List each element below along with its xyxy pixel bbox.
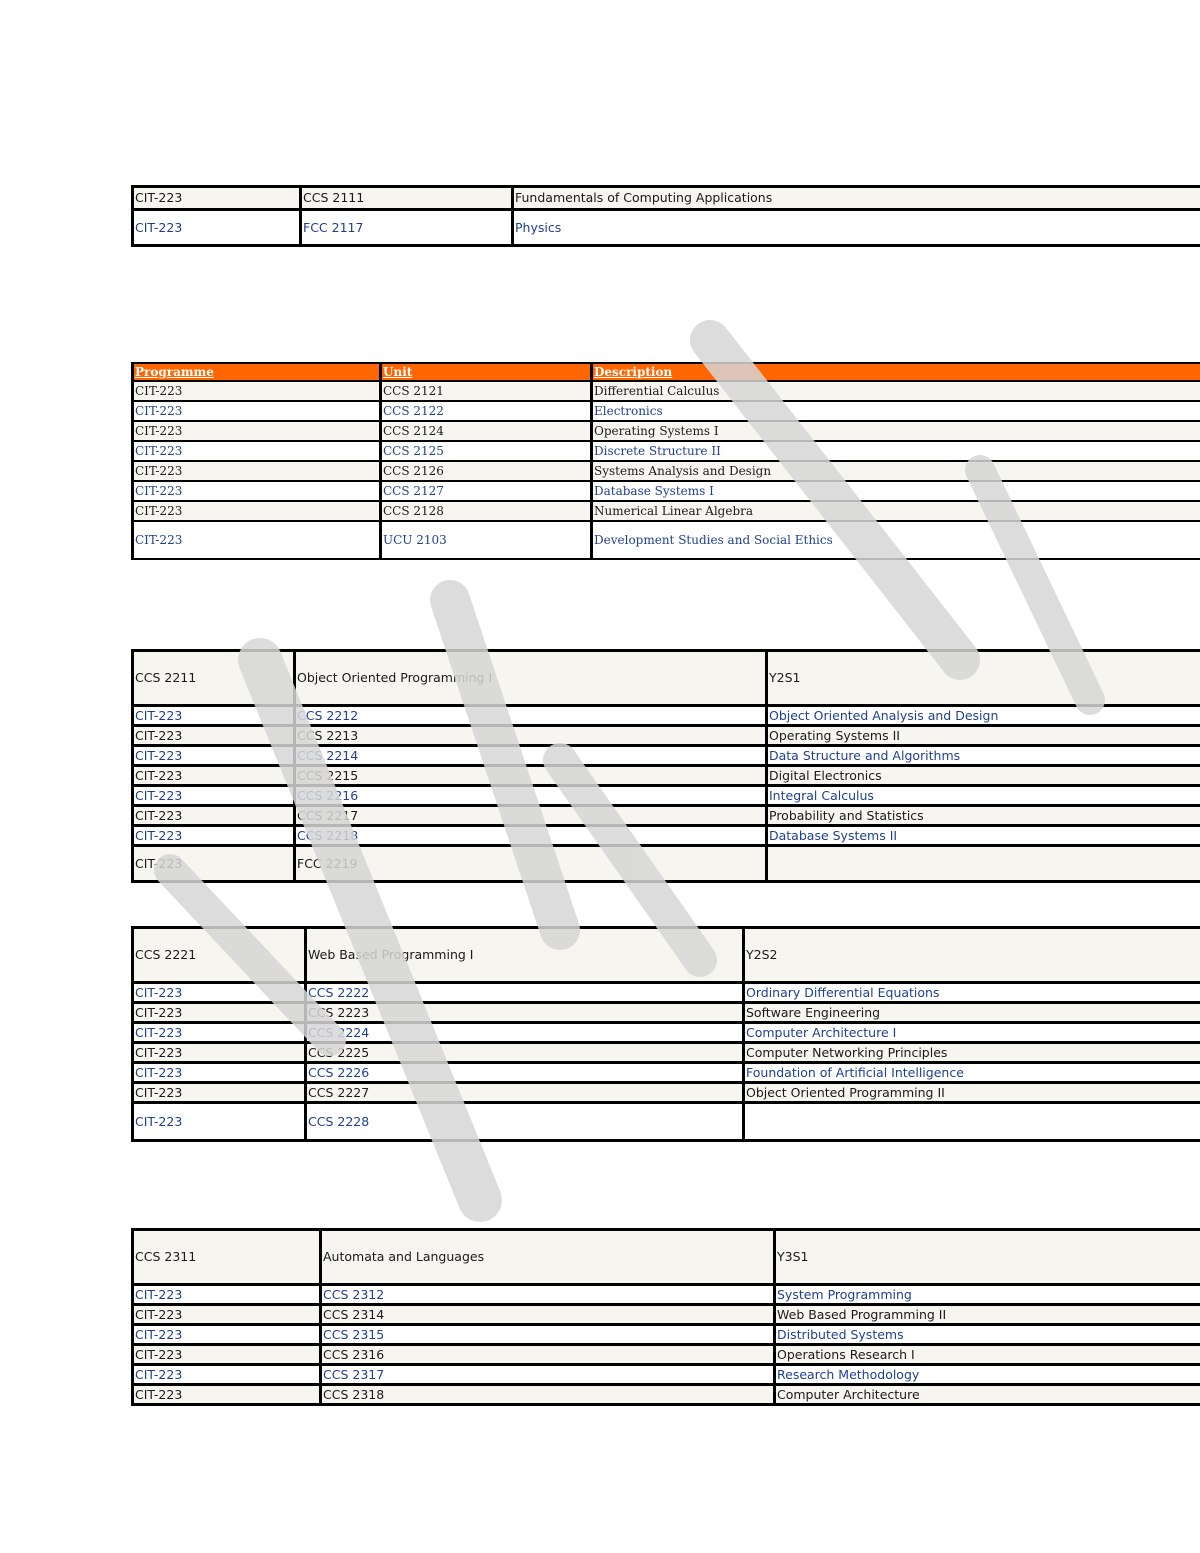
programme-cell: CIT-223 bbox=[133, 421, 381, 441]
unit-cell: CCS 2316 bbox=[321, 1345, 775, 1365]
table-row bbox=[133, 1365, 1200, 1385]
table-row bbox=[133, 401, 1200, 421]
table-row bbox=[133, 826, 1200, 846]
description-cell: Object Oriented Programming II bbox=[744, 1083, 1200, 1103]
table-row bbox=[133, 983, 1200, 1003]
programme-cell: CIT-223 bbox=[133, 1385, 321, 1405]
description-cell: Digital Electronics bbox=[767, 766, 1200, 786]
table-row bbox=[133, 1103, 1200, 1141]
title-unit-cell: CCS 2221 bbox=[133, 928, 306, 983]
unit-cell: CCS 2217 bbox=[295, 806, 767, 826]
unit-cell: CCS 2121 bbox=[381, 381, 592, 401]
unit-cell: CCS 2227 bbox=[306, 1083, 744, 1103]
programme-cell: CIT-223 bbox=[133, 846, 295, 882]
programme-cell: CIT-223 bbox=[133, 726, 295, 746]
programme-cell: CIT-223 bbox=[133, 1043, 306, 1063]
table-row bbox=[133, 726, 1200, 746]
programme-cell: CIT-223 bbox=[133, 983, 306, 1003]
description-cell: Database Systems I bbox=[592, 481, 1200, 501]
description-cell bbox=[744, 1103, 1200, 1141]
unit-cell: CCS 2315 bbox=[321, 1325, 775, 1345]
unit-cell: CCS 2312 bbox=[321, 1285, 775, 1305]
unit-cell: CCS 2127 bbox=[381, 481, 592, 501]
table-row bbox=[133, 1345, 1200, 1365]
units-table-3 bbox=[131, 649, 1200, 883]
programme-cell: CIT-223 bbox=[133, 1305, 321, 1325]
title-semester-cell: Y2S2 bbox=[744, 928, 1200, 983]
description-header[interactable]: Description bbox=[592, 363, 1200, 381]
description-cell: Software Engineering bbox=[744, 1003, 1200, 1023]
table-row bbox=[133, 1285, 1200, 1305]
table-row bbox=[133, 441, 1200, 461]
units-table-5 bbox=[131, 1228, 1200, 1406]
programme-cell: CIT-223 bbox=[133, 1345, 321, 1365]
table-row bbox=[133, 1083, 1200, 1103]
description-cell: Discrete Structure II bbox=[592, 441, 1200, 461]
programme-cell: CIT-223 bbox=[133, 461, 381, 481]
unit-cell: CCS 2216 bbox=[295, 786, 767, 806]
unit-cell: CCS 2212 bbox=[295, 706, 767, 726]
unit-cell: CCS 2223 bbox=[306, 1003, 744, 1023]
title-name-cell: Web Based Programming I bbox=[306, 928, 744, 983]
programme-cell: CIT-223 bbox=[133, 187, 301, 210]
title-name-cell: Object Oriented Programming I bbox=[295, 651, 767, 706]
unit-cell: CCS 2213 bbox=[295, 726, 767, 746]
unit-cell: CCS 2111 bbox=[301, 187, 513, 210]
unit-cell: CCS 2122 bbox=[381, 401, 592, 421]
description-cell: Operations Research I bbox=[775, 1345, 1200, 1365]
programme-cell: CIT-223 bbox=[133, 806, 295, 826]
table-row bbox=[133, 1385, 1200, 1405]
programme-cell: CIT-223 bbox=[133, 1325, 321, 1345]
programme-cell: CIT-223 bbox=[133, 521, 381, 559]
unit-cell: CCS 2124 bbox=[381, 421, 592, 441]
description-cell: Database Systems II bbox=[767, 826, 1200, 846]
table-row bbox=[133, 187, 1200, 210]
description-cell bbox=[767, 846, 1200, 882]
table-row bbox=[133, 521, 1200, 559]
description-cell: Data Structure and Algorithms bbox=[767, 746, 1200, 766]
description-cell: Integral Calculus bbox=[767, 786, 1200, 806]
programme-cell: CIT-223 bbox=[133, 1003, 306, 1023]
description-cell: Systems Analysis and Design bbox=[592, 461, 1200, 481]
description-cell: Numerical Linear Algebra bbox=[592, 501, 1200, 521]
table-row bbox=[133, 421, 1200, 441]
table-row bbox=[133, 481, 1200, 501]
description-cell: Operating Systems II bbox=[767, 726, 1200, 746]
unit-cell: CCS 2314 bbox=[321, 1305, 775, 1325]
units-table-4 bbox=[131, 926, 1200, 1142]
unit-cell: CCS 2224 bbox=[306, 1023, 744, 1043]
programme-header[interactable]: Programme bbox=[133, 363, 381, 381]
programme-cell: CIT-223 bbox=[133, 1285, 321, 1305]
table-row bbox=[133, 1063, 1200, 1083]
programme-cell: CIT-223 bbox=[133, 1023, 306, 1043]
description-cell: Computer Networking Principles bbox=[744, 1043, 1200, 1063]
table-row bbox=[133, 1305, 1200, 1325]
table-title-row bbox=[133, 928, 1200, 983]
table-row bbox=[133, 846, 1200, 882]
unit-cell: CCS 2126 bbox=[381, 461, 592, 481]
unit-cell: CCS 2228 bbox=[306, 1103, 744, 1141]
description-cell: Research Methodology bbox=[775, 1365, 1200, 1385]
table-row bbox=[133, 806, 1200, 826]
table-title-row bbox=[133, 651, 1200, 706]
table-row bbox=[133, 1023, 1200, 1043]
programme-cell: CIT-223 bbox=[133, 210, 301, 246]
description-cell: Fundamentals of Computing Applications bbox=[513, 187, 1200, 210]
description-cell: Distributed Systems bbox=[775, 1325, 1200, 1345]
programme-cell: CIT-223 bbox=[133, 706, 295, 726]
description-cell: Operating Systems I bbox=[592, 421, 1200, 441]
units-table-1 bbox=[131, 185, 1200, 247]
programme-cell: CIT-223 bbox=[133, 1103, 306, 1141]
table-row bbox=[133, 1043, 1200, 1063]
description-cell: Probability and Statistics bbox=[767, 806, 1200, 826]
title-unit-cell: CCS 2211 bbox=[133, 651, 295, 706]
table-header-row bbox=[133, 363, 1200, 381]
unit-cell: UCU 2103 bbox=[381, 521, 592, 559]
unit-cell: CCS 2225 bbox=[306, 1043, 744, 1063]
table-row bbox=[133, 786, 1200, 806]
unit-cell: CCS 2214 bbox=[295, 746, 767, 766]
table-row bbox=[133, 746, 1200, 766]
title-name-cell: Automata and Languages bbox=[321, 1230, 775, 1285]
units-table-2 bbox=[131, 362, 1200, 560]
unit-header[interactable]: Unit bbox=[381, 363, 592, 381]
programme-cell: CIT-223 bbox=[133, 746, 295, 766]
title-semester-cell: Y2S1 bbox=[767, 651, 1200, 706]
table-row bbox=[133, 706, 1200, 726]
unit-cell: FCC 2219 bbox=[295, 846, 767, 882]
programme-cell: CIT-223 bbox=[133, 1083, 306, 1103]
programme-cell: CIT-223 bbox=[133, 1063, 306, 1083]
table-row bbox=[133, 461, 1200, 481]
description-cell: System Programming bbox=[775, 1285, 1200, 1305]
table-row bbox=[133, 210, 1200, 246]
description-cell: Electronics bbox=[592, 401, 1200, 421]
table-title-row bbox=[133, 1230, 1200, 1285]
table-row bbox=[133, 766, 1200, 786]
programme-cell: CIT-223 bbox=[133, 501, 381, 521]
unit-cell: CCS 2222 bbox=[306, 983, 744, 1003]
description-cell: Web Based Programming II bbox=[775, 1305, 1200, 1325]
programme-cell: CIT-223 bbox=[133, 826, 295, 846]
description-cell: Computer Architecture bbox=[775, 1385, 1200, 1405]
programme-cell: CIT-223 bbox=[133, 441, 381, 461]
unit-cell: CCS 2125 bbox=[381, 441, 592, 461]
description-cell: Differential Calculus bbox=[592, 381, 1200, 401]
unit-cell: CCS 2128 bbox=[381, 501, 592, 521]
unit-cell: CCS 2317 bbox=[321, 1365, 775, 1385]
title-unit-cell: CCS 2311 bbox=[133, 1230, 321, 1285]
description-cell: Development Studies and Social Ethics bbox=[592, 521, 1200, 559]
unit-cell: CCS 2215 bbox=[295, 766, 767, 786]
programme-cell: CIT-223 bbox=[133, 766, 295, 786]
description-cell: Computer Architecture I bbox=[744, 1023, 1200, 1043]
unit-cell: CCS 2226 bbox=[306, 1063, 744, 1083]
programme-cell: CIT-223 bbox=[133, 481, 381, 501]
table-row bbox=[133, 501, 1200, 521]
description-cell: Ordinary Differential Equations bbox=[744, 983, 1200, 1003]
description-cell: Physics bbox=[513, 210, 1200, 246]
programme-cell: CIT-223 bbox=[133, 381, 381, 401]
table-row bbox=[133, 1003, 1200, 1023]
description-cell: Foundation of Artificial Intelligence bbox=[744, 1063, 1200, 1083]
table-row bbox=[133, 381, 1200, 401]
unit-cell: CCS 2218 bbox=[295, 826, 767, 846]
title-semester-cell: Y3S1 bbox=[775, 1230, 1200, 1285]
programme-cell: CIT-223 bbox=[133, 401, 381, 421]
unit-cell: CCS 2318 bbox=[321, 1385, 775, 1405]
description-cell: Object Oriented Analysis and Design bbox=[767, 706, 1200, 726]
table-row bbox=[133, 1325, 1200, 1345]
programme-cell: CIT-223 bbox=[133, 1365, 321, 1385]
programme-cell: CIT-223 bbox=[133, 786, 295, 806]
unit-cell: FCC 2117 bbox=[301, 210, 513, 246]
